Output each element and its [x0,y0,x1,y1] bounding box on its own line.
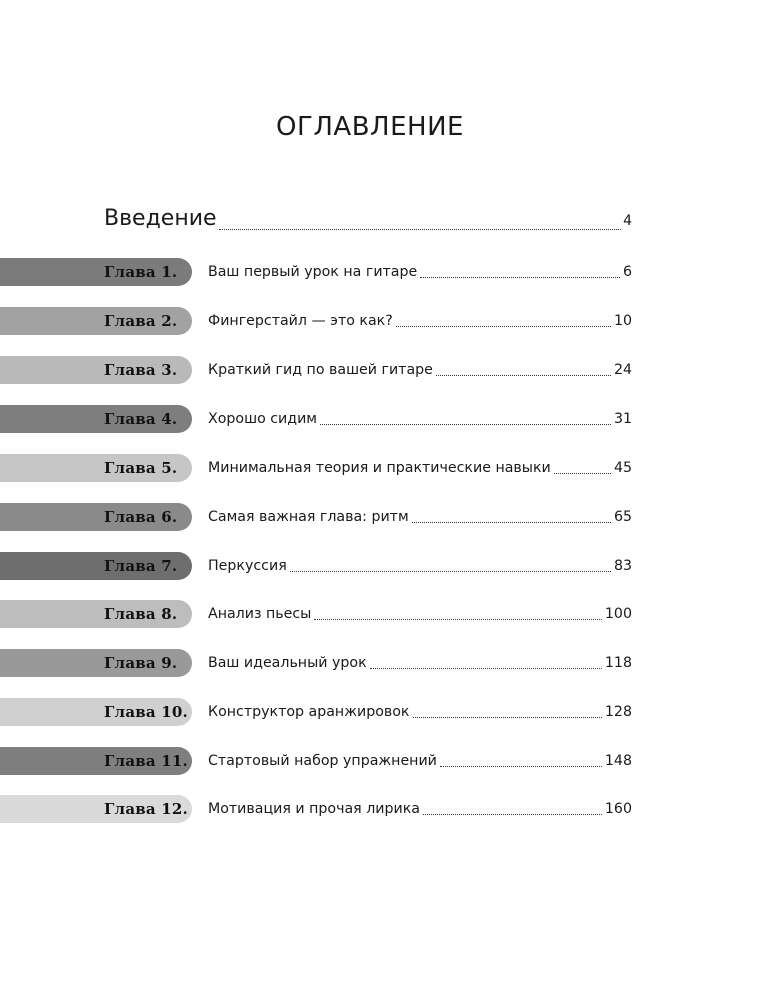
chapter-number: Глава 8. [104,605,178,623]
chapter-entry [208,747,632,775]
chapter-page-number: 148 [604,753,632,769]
chapter-page-number: 6 [622,264,632,280]
dot-leader [413,716,602,718]
toc-chapter-entry[interactable] [0,795,759,823]
chapter-number: Глава 7. [104,557,178,575]
chapter-title: Стартовый набор упражнений [208,753,437,769]
toc-chapter-entry[interactable] [0,258,759,286]
chapter-number: Глава 4. [104,410,178,428]
chapter-entry [208,307,632,335]
toc-chapter-entry[interactable] [0,552,759,580]
toc-chapter-entry[interactable] [0,600,759,628]
chapter-title: Мотивация и прочая лирика [208,801,420,817]
chapter-title: Конструктор аранжировок [208,704,410,720]
page-title: ОГЛАВЛЕНИЕ [276,112,464,142]
intro-label: Введение [104,206,217,231]
chapter-title: Краткий гид по вашей гитаре [208,362,433,378]
chapter-entry [208,258,632,286]
toc-intro-entry[interactable] [104,206,632,238]
chapter-title: Минимальная теория и практические навыки [208,460,551,476]
dot-leader [436,374,611,376]
chapter-page-number: 10 [613,313,632,329]
chapter-page-number: 160 [604,801,632,817]
chapter-number: Глава 2. [104,312,178,330]
dot-leader [554,472,611,474]
toc-chapter-entry[interactable] [0,405,759,433]
dot-leader [412,521,611,523]
chapter-title: Ваш первый урок на гитаре [208,264,418,280]
chapter-entry [208,649,632,677]
chapter-number: Глава 9. [104,654,178,672]
chapter-title: Анализ пьесы [208,606,312,622]
chapter-entry [208,698,632,726]
chapter-number: Глава 12. [104,800,188,818]
dot-leader [314,618,602,620]
toc-chapter-entry[interactable] [0,649,759,677]
dot-leader [440,765,602,767]
dot-leader [396,325,611,327]
chapter-number: Глава 5. [104,459,178,477]
chapter-entry [208,454,632,482]
chapter-number: Глава 1. [104,263,178,281]
intro-page-number: 4 [623,213,632,229]
chapter-number: Глава 11. [104,752,188,770]
chapter-entry [208,503,632,531]
toc-chapter-entry[interactable] [0,307,759,335]
chapter-page-number: 118 [604,655,632,671]
chapter-page-number: 100 [604,606,632,622]
chapter-title: Хорошо сидим [208,411,318,427]
dot-leader [219,228,622,230]
toc-chapter-entry[interactable] [0,454,759,482]
dot-leader [290,570,611,572]
chapter-page-number: 83 [613,558,632,574]
chapter-number: Глава 10. [104,703,188,721]
dot-leader [320,423,611,425]
chapter-title: Самая важная глава: ритм [208,509,409,525]
chapter-page-number: 24 [613,362,632,378]
toc-chapter-entry[interactable] [0,698,759,726]
chapter-entry [208,795,632,823]
chapter-page-number: 31 [613,411,632,427]
chapter-title: Перкуссия [208,558,287,574]
chapter-title: Фингерстайл — это как? [208,313,393,329]
toc-chapter-entry[interactable] [0,503,759,531]
chapter-number: Глава 6. [104,508,178,526]
chapter-page-number: 128 [604,704,632,720]
chapter-entry [208,356,632,384]
chapter-page-number: 65 [613,509,632,525]
chapter-entry [208,600,632,628]
chapter-entry [208,552,632,580]
toc-chapter-entry[interactable] [0,747,759,775]
chapter-entry [208,405,632,433]
chapter-title: Ваш идеальный урок [208,655,367,671]
chapter-page-number: 45 [613,460,632,476]
dot-leader [420,276,620,278]
dot-leader [370,667,602,669]
dot-leader [423,813,602,815]
toc-chapter-entry[interactable] [0,356,759,384]
chapter-number: Глава 3. [104,361,178,379]
